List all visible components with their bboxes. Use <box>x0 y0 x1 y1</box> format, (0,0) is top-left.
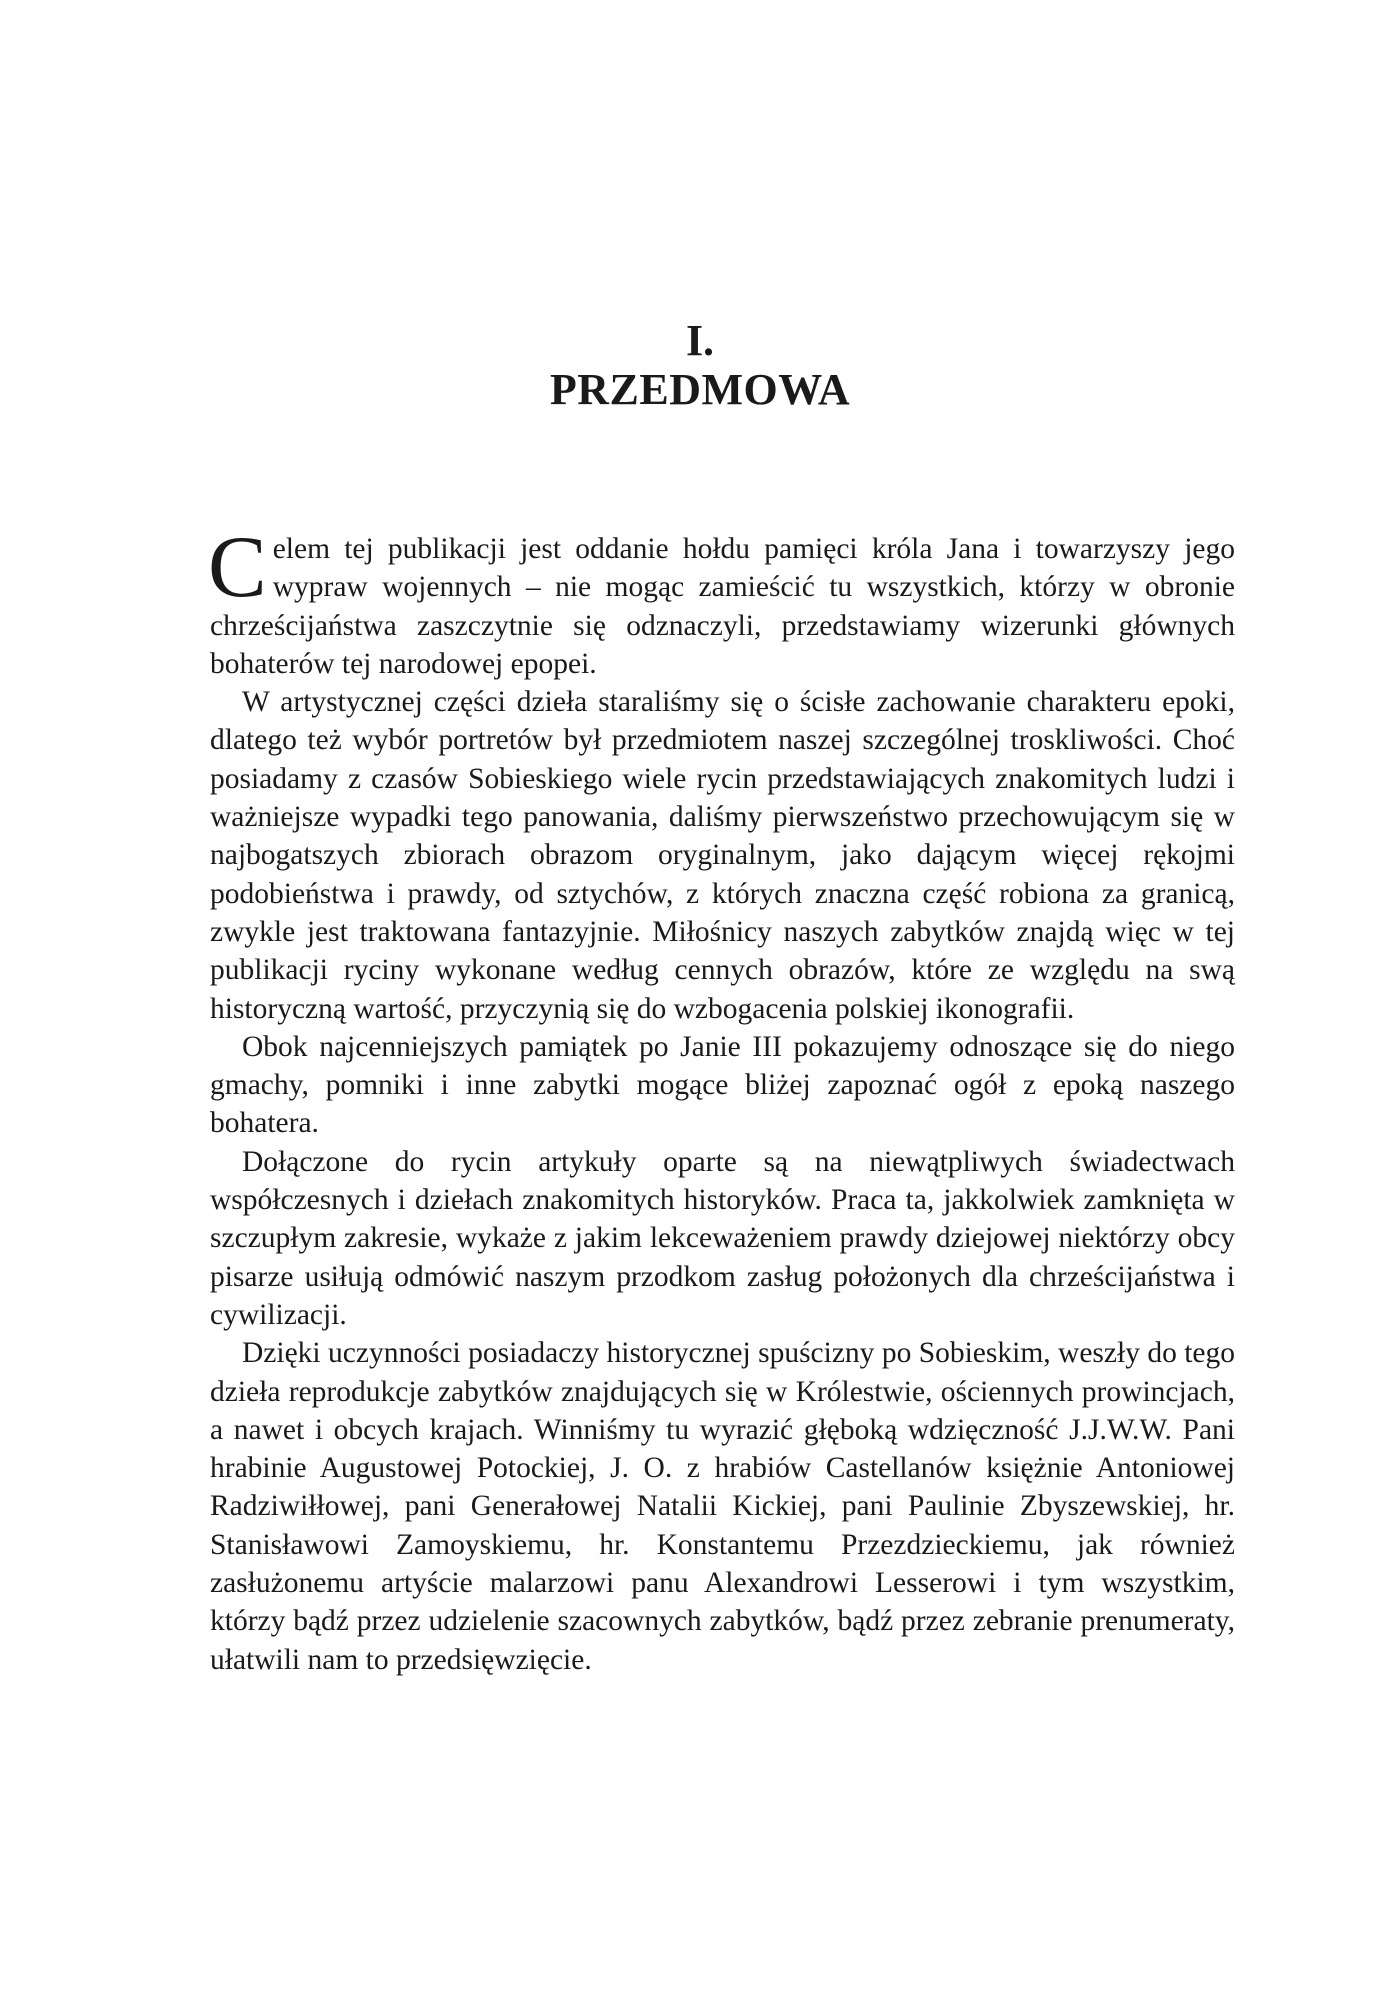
chapter-number: I. <box>685 316 715 365</box>
paragraph-1-text: elem tej publikacji jest oddanie hołdu pamięci króla Jana i towarzyszy jego wypraw wojennych – nie mogąc zamieścić tu wszystkich, którzy w obronie chrześcijaństwa zaszczytnie się odznaczyli, przedstawiamy wizerunki głównych bohaterów tej narodowej epopei. <box>210 533 1235 680</box>
chapter-title: PRZEDMOWA <box>549 365 851 414</box>
drop-cap: C <box>208 519 267 616</box>
paragraph-2: W artystycznej części dzieła staraliśmy się o ścisłe zachowanie charakteru epoki, dlatego też wybór portretów był przedmiotem naszej szczególnej troskliwości. Choć posiadamy z czasów Sobieskiego wiele rycin przedstawiających znakomitych ludzi i ważniejsze wypadki tego panowania, daliśmy pierwszeństwo przechowującym się w najbogatszych zbiorach obrazom oryginalnym, jako dającym więcej rękojmi podobieństwa i prawdy, od sztychów, z których znaczna część robiona za granicą, zwykle jest traktowana fantazyjnie. Miłośnicy naszych zabytków znajdą więc w tej publikacji ryciny wykonane według cennych obrazów, które ze względu na swą historyczną wartość, przyczynią się do wzbogacenia polskiej ikonografii. <box>210 686 1235 1025</box>
body-text <box>208 519 1235 1679</box>
paragraph-4: Dołączone do rycin artykuły oparte są na niewątpliwych świadectwach współczesnych i dziełach znakomitych historyków. Praca ta, jakkolwiek zamknięta w szczupłym zakresie, wykaże z jakim lekceważeniem prawdy dziejowej niektórzy obcy pisarze usiłują odmówić naszym przodkom zasług położonych dla chrześcijaństwa i cywilizacji. <box>210 1145 1235 1331</box>
paragraph-1 <box>208 519 1235 683</box>
paragraph-3: Obok najcenniejszych pamiątek po Janie III pokazujemy odnoszące się do niego gmachy, pomniki i inne zabytki mogące bliżej zapoznać ogół z epoką naszego bohatera. <box>210 1030 1235 1140</box>
paragraph-5: Dzięki uczynności posiadaczy historycznej spuścizny po Sobieskim, weszły do tego dzieła reprodukcje zabytków znajdujących się w Królestwie, ościennych prowincjach, a nawet i obcych krajach. Winniśmy tu wyrazić głęboką wdzięczność J.J.W.W. Pani hrabinie Augustowej Potockiej, J. O. z hrabiów Castellanów księżnie Antoniowej Radziwiłłowej, pani Generałowej Natalii Kickiej, pani Paulinie Zbyszewskiej, hr. Stanisławowi Zamoyskiemu, hr. Konstantemu Przezdzieckiemu, jak również zasłużonemu artyście malarzowi panu Alexandrowi Lesserowi i tym wszystkim, którzy bądź przez udzielenie szacownych zabytków, bądź przez zebranie prenumeraty, ułatwili nam to przedsięwzięcie. <box>210 1337 1235 1676</box>
